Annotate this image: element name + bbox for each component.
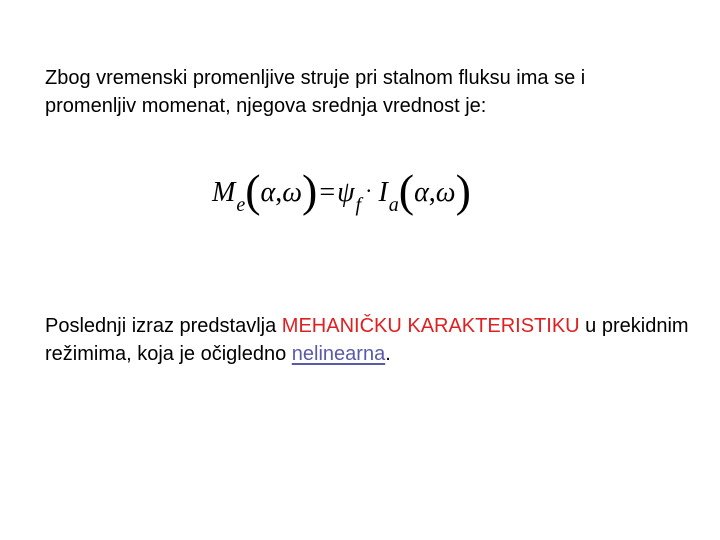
formula-right-paren: ) [302, 165, 318, 216]
formula-subscript-f: f [355, 193, 362, 216]
formula-symbol-I: I [378, 177, 388, 208]
formula-comma-2: , [428, 177, 436, 208]
highlight-text: MEHANIČKU KARAKTERISTIKU [281, 315, 580, 337]
conclusion-paragraph [45, 312, 705, 368]
formula-right-paren-2: ) [455, 165, 471, 216]
formula-comma: , [275, 177, 283, 208]
formula-multiply-dot: · [365, 178, 373, 203]
formula-left-paren-2: ( [398, 165, 415, 216]
formula-alpha-2: α [414, 177, 429, 208]
formula-psi: ψ [337, 177, 355, 208]
formula-subscript-a: a [388, 193, 399, 216]
conclusion-middle: u prekidnim režimima, koja je očigledno [45, 315, 689, 365]
intro-paragraph: Zbog vremenski promenljive struje pri stalnom fluksu ima se i promenljiv momenat, njegova srednja vrednost je: [45, 67, 586, 117]
conclusion-suffix: . [385, 343, 391, 365]
formula-alpha: α [260, 177, 276, 208]
formula-equals: = [319, 177, 336, 208]
torque-formula [212, 166, 471, 220]
conclusion-prefix: Poslednji izraz predstavlja [45, 315, 282, 337]
formula-left-paren: ( [245, 165, 261, 216]
formula-omega: ω [282, 177, 303, 208]
formula-subscript-e: e [236, 193, 246, 216]
formula-symbol-M: M [212, 177, 236, 208]
nelinearna-link[interactable]: nelinearna [291, 343, 386, 365]
formula-omega-2: ω [435, 177, 456, 208]
